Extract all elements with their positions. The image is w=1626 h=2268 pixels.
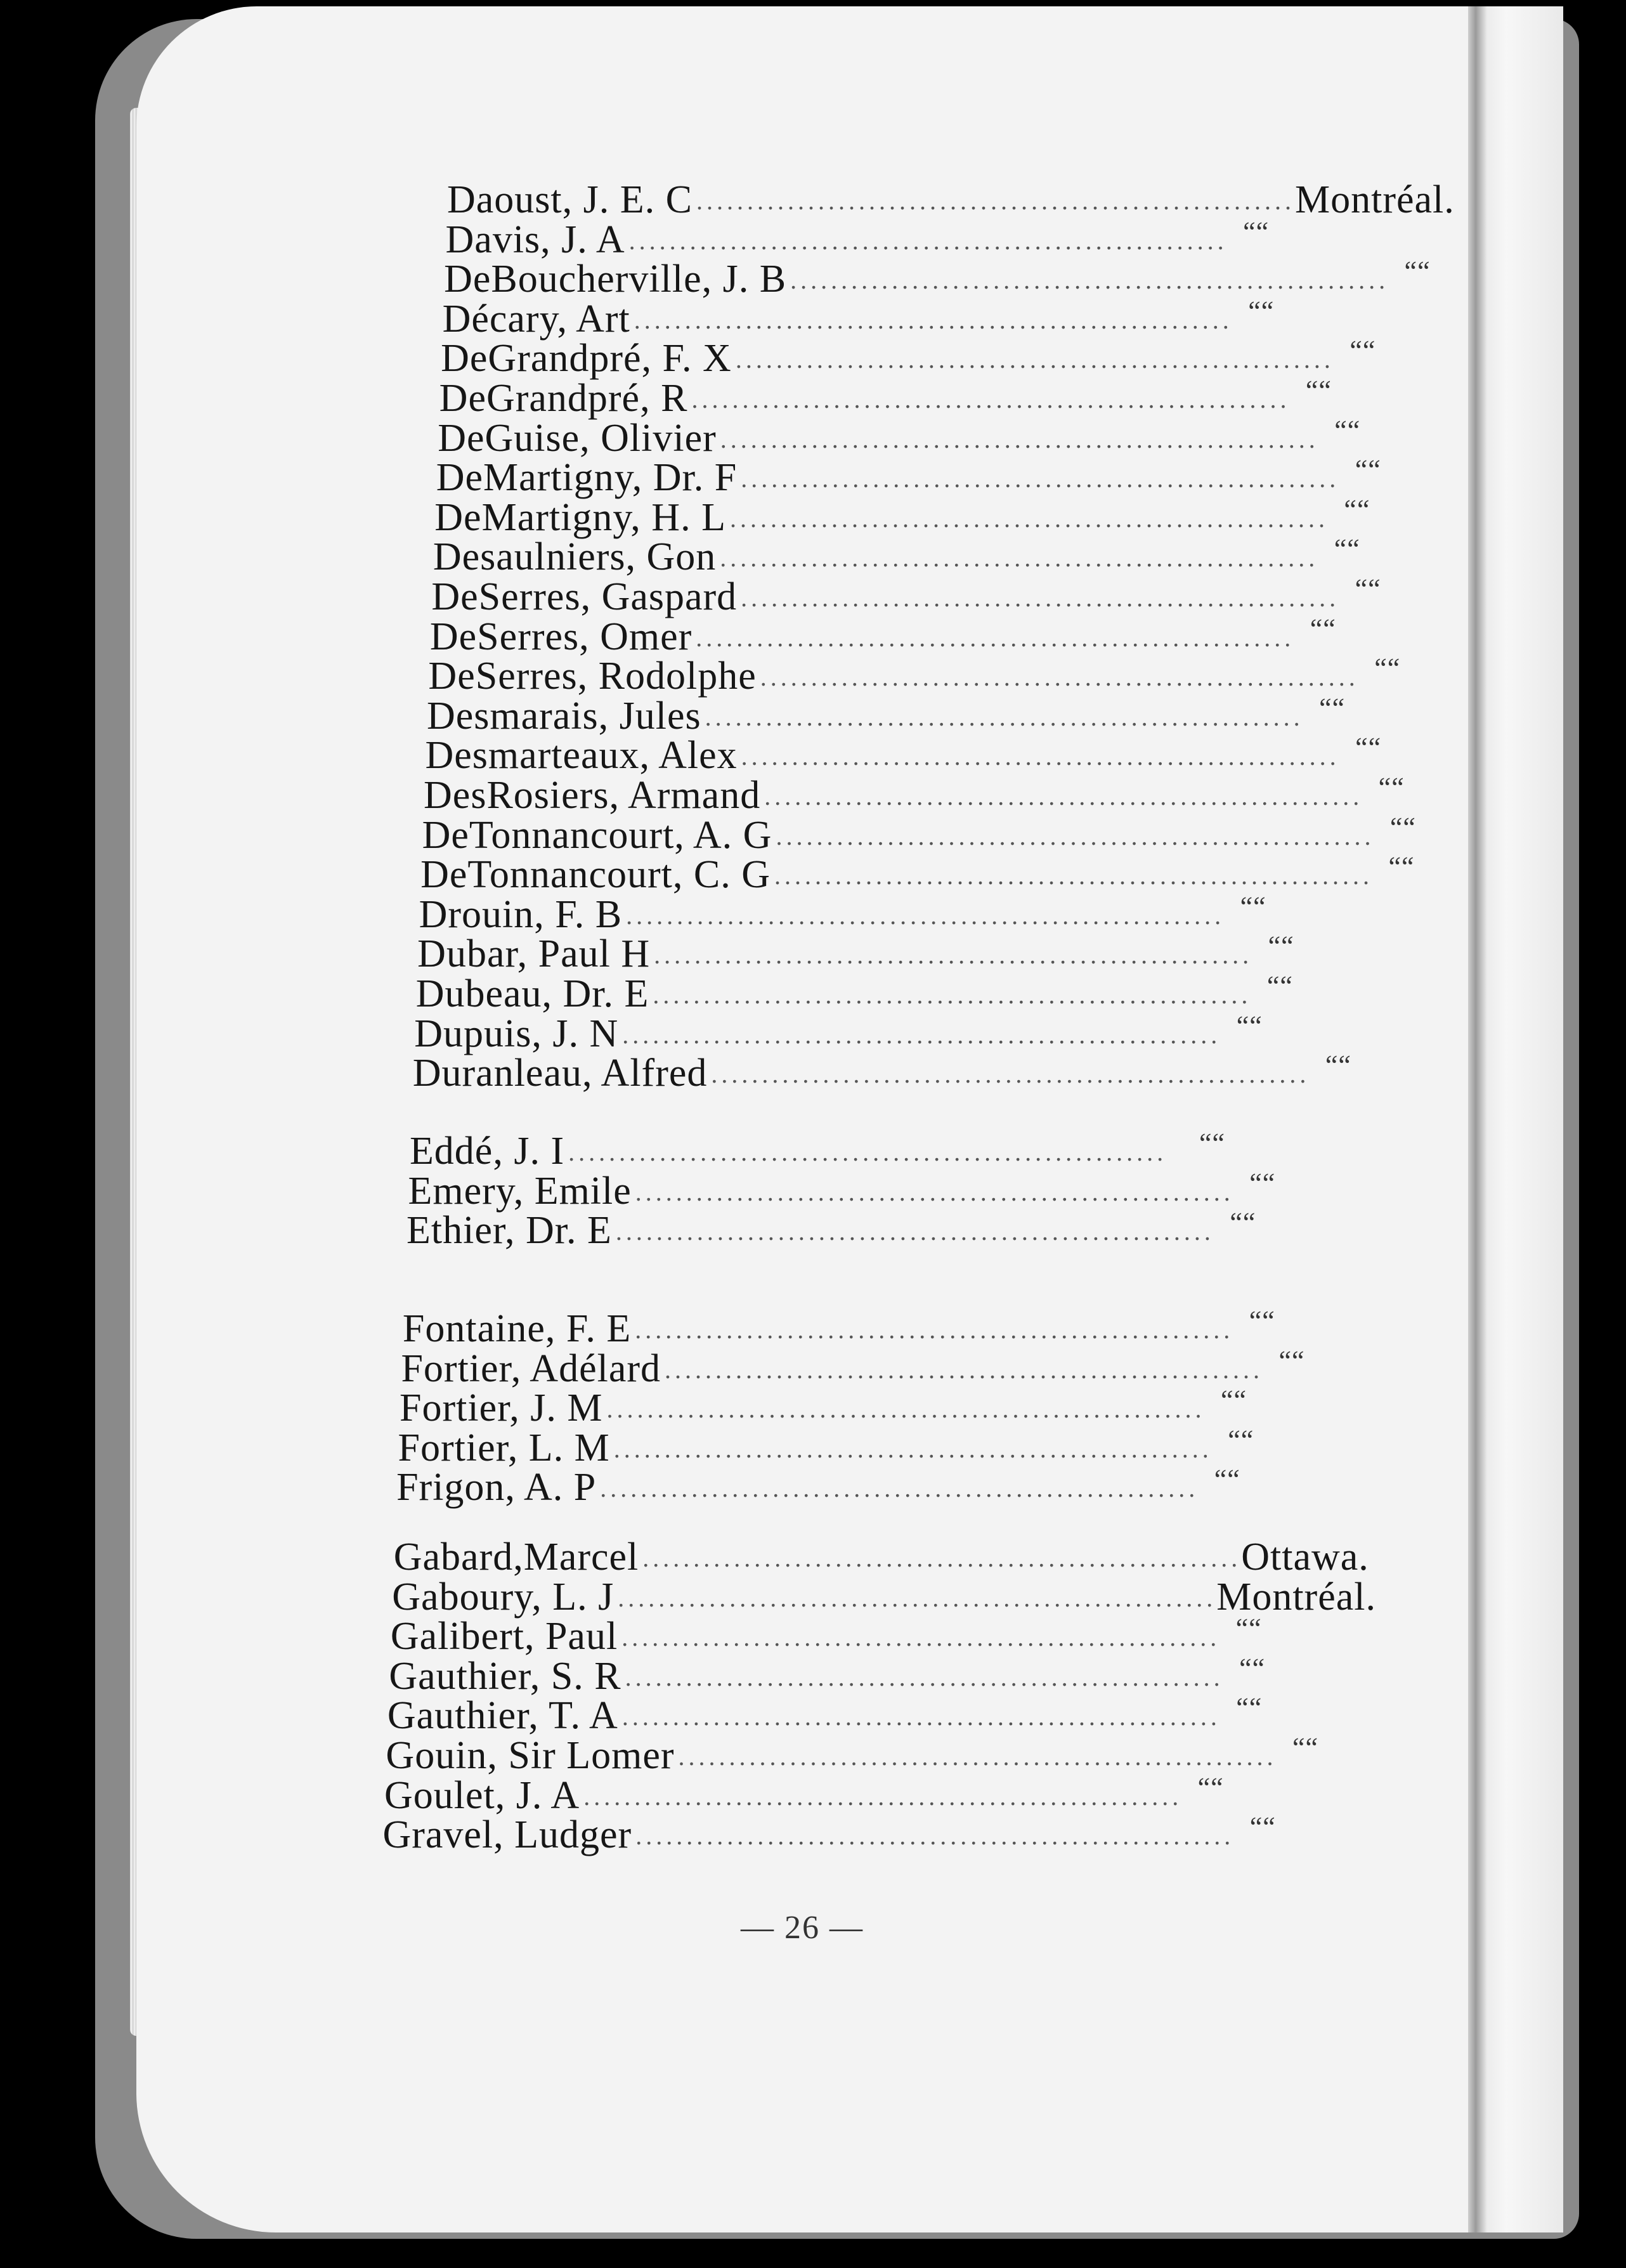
directory-entry [442, 295, 1275, 341]
entry-name: DeGrandpré, R [439, 377, 688, 420]
dot-leader: ........................................................... [634, 305, 1233, 334]
entry-name: Gauthier, S. R [389, 1654, 621, 1698]
dot-leader: ........................................................... [696, 186, 1295, 215]
entry-place: ““ [1344, 493, 1370, 525]
entry-place: ““ [1268, 930, 1294, 962]
entry-place: ““ [1197, 1771, 1224, 1803]
entry-place: ““ [1404, 256, 1431, 287]
entry-place: ““ [1310, 613, 1336, 644]
directory-entry [398, 1424, 1254, 1470]
entry-place: ““ [1374, 653, 1401, 684]
entry-name: Eddé, J. I [409, 1130, 565, 1173]
entry-name: Davis, J. A [445, 218, 625, 261]
entry-place: ““ [1199, 1128, 1226, 1159]
dot-leader: ........................................................... [653, 981, 1252, 1009]
entry-name: Gravel, Ludger [382, 1813, 632, 1857]
entry-name: Frigon, A. P [396, 1466, 597, 1509]
directory-entry [399, 1385, 1247, 1430]
entry-name: DeBoucherville, J. B [444, 257, 787, 301]
entry-place: ““ [1355, 573, 1381, 604]
entry-place: ““ [1249, 1167, 1276, 1199]
dot-leader: ........................................................... [618, 1583, 1217, 1612]
entry-place: ““ [1334, 533, 1360, 565]
directory-entry [433, 533, 1360, 579]
entry-name: Gaboury, L. J [392, 1575, 615, 1619]
entry-name: DeSerres, Rodolphe [428, 655, 757, 698]
directory-entry [420, 851, 1415, 897]
entry-place: ““ [1214, 1464, 1240, 1496]
directory-entry [438, 414, 1361, 460]
directory-entry [429, 613, 1336, 658]
dot-leader: ........................................................... [790, 266, 1389, 295]
entry-name: DesRosiers, Armand [424, 774, 761, 817]
directory-entry [417, 930, 1294, 976]
entry-name: Gauthier, T. A [387, 1694, 618, 1738]
entry-name: DeTonnancourt, C. G [420, 853, 771, 897]
dot-leader: ........................................................... [741, 742, 1340, 771]
dot-leader: ........................................................... [635, 1315, 1234, 1344]
entry-place: ““ [1350, 335, 1376, 367]
dot-leader: ........................................................... [613, 1434, 1213, 1463]
dot-leader: ........................................................... [615, 1217, 1214, 1246]
entry-place: ““ [1378, 772, 1405, 803]
dot-leader: ........................................................... [606, 1395, 1206, 1424]
dot-leader: ........................................................... [776, 821, 1375, 850]
directory-entry [414, 1010, 1263, 1055]
entry-name: DeTonnancourt, A. G [422, 813, 772, 857]
entry-name: DeSerres, Omer [429, 615, 693, 658]
dot-leader: ........................................................... [654, 941, 1253, 970]
entry-name: Drouin, F. B [419, 892, 623, 936]
directory-entry [426, 692, 1346, 738]
directory-entry [431, 573, 1381, 618]
dot-leader: ........................................................... [764, 782, 1363, 811]
entry-place: ““ [1235, 1613, 1262, 1645]
dot-leader: ........................................................... [741, 583, 1340, 612]
entry-name: DeGuise, Olivier [438, 416, 717, 460]
directory-entry [447, 178, 1455, 221]
entry-place: ““ [1334, 414, 1361, 446]
dot-leader: ........................................................... [678, 1742, 1277, 1771]
directory-entry [439, 375, 1332, 420]
dot-leader: ........................................................... [691, 385, 1291, 414]
entry-name: DeSerres, Gaspard [431, 575, 738, 618]
dot-leader: ........................................................... [621, 1623, 1221, 1652]
directory-entry [402, 1305, 1275, 1350]
entry-name: Goulet, J. A [384, 1773, 580, 1817]
entry-place: ““ [1243, 216, 1270, 247]
directory-entry [419, 890, 1266, 936]
dot-leader: ........................................................... [621, 1702, 1221, 1731]
entry-name: Fortier, J. M [399, 1386, 603, 1430]
entry-place: ““ [1248, 295, 1275, 327]
dot-leader: ........................................................... [664, 1355, 1263, 1384]
entry-name: Gouin, Sir Lomer [386, 1734, 675, 1777]
dot-leader: ........................................................... [720, 544, 1319, 573]
entry-place: ““ [1389, 811, 1416, 843]
entry-name: Desmarais, Jules [426, 694, 701, 738]
dot-leader: ........................................................... [774, 861, 1373, 890]
dot-leader: ........................................................... [741, 464, 1340, 493]
entry-name: Fontaine, F. E [402, 1307, 632, 1350]
entry-place: ““ [1355, 732, 1382, 764]
dot-leader: ........................................................... [600, 1474, 1199, 1503]
directory-entry [389, 1652, 1266, 1698]
entry-place: Montréal. [1216, 1575, 1376, 1619]
dot-leader: ........................................................... [635, 1822, 1235, 1851]
directory-entry [436, 454, 1381, 500]
directory-entry [382, 1811, 1276, 1857]
directory-entry [409, 1128, 1241, 1173]
entry-place: ““ [1230, 1207, 1256, 1239]
entry-name: Emery, Emile [408, 1169, 632, 1213]
directory-entry [444, 256, 1431, 301]
entry-place: Montréal. [1295, 178, 1455, 221]
entry-place: ““ [1249, 1811, 1276, 1843]
directory-entry [428, 653, 1401, 698]
dot-leader: ........................................................... [568, 1138, 1167, 1166]
directory-entry [445, 216, 1273, 261]
entry-place: ““ [1239, 1652, 1266, 1684]
directory-entry [396, 1464, 1240, 1509]
dot-leader: ........................................................... [625, 1662, 1224, 1691]
entry-place: ““ [1240, 890, 1266, 922]
entry-place: ““ [1355, 454, 1381, 486]
entry-place: ““ [1228, 1424, 1254, 1456]
entry-place: ““ [1249, 1305, 1275, 1336]
directory-entry [384, 1771, 1224, 1817]
dot-leader: ........................................................... [705, 702, 1304, 731]
entry-name: DeMartigny, H. L [434, 495, 726, 539]
directory-entry [386, 1732, 1319, 1777]
dot-leader: ........................................................... [735, 345, 1334, 374]
directory-entry [390, 1613, 1262, 1659]
directory-entry [415, 970, 1293, 1015]
entry-name: Dupuis, J. N [414, 1012, 619, 1055]
entry-name: Desmarteaux, Alex [425, 734, 738, 778]
directory-entry [441, 335, 1376, 381]
dot-leader: ........................................................... [622, 1020, 1221, 1049]
directory-entry [412, 1050, 1351, 1095]
dot-leader: ........................................................... [760, 663, 1359, 692]
entry-name: DeMartigny, Dr. F [436, 456, 738, 500]
dot-leader: ........................................................... [583, 1782, 1183, 1811]
entry-place: Ottawa. [1241, 1535, 1369, 1579]
entry-place: ““ [1305, 375, 1332, 406]
directory-entry [393, 1535, 1369, 1579]
entry-place: ““ [1236, 1010, 1263, 1041]
entry-name: Décary, Art [442, 297, 630, 341]
entry-name: Fortier, L. M [398, 1426, 610, 1470]
entry-place: ““ [1266, 970, 1293, 1001]
entry-place: ““ [1319, 692, 1346, 724]
entry-name: Dubeau, Dr. E [415, 972, 649, 1015]
directory-entry [408, 1167, 1276, 1213]
directory-entry [387, 1692, 1263, 1738]
entry-place: ““ [1292, 1732, 1319, 1763]
entry-name: Galibert, Paul [390, 1615, 618, 1659]
entry-name: DeGrandpré, F. X [441, 337, 732, 381]
entry-name: Gabard,Marcel [393, 1535, 639, 1579]
directory-entry [422, 811, 1416, 857]
dot-leader: ........................................................... [642, 1544, 1242, 1572]
dot-leader: ........................................................... [626, 901, 1225, 930]
entry-name: Ethier, Dr. E [406, 1209, 612, 1253]
entry-place: ““ [1388, 851, 1415, 883]
directory-entry [406, 1207, 1256, 1253]
dot-leader: ........................................................... [711, 1060, 1310, 1089]
directory-entry [425, 732, 1382, 778]
entry-place: ““ [1325, 1050, 1351, 1081]
dot-leader: ........................................................... [720, 424, 1319, 453]
entry-name: Fortier, Adélard [401, 1346, 661, 1390]
entry-place: ““ [1236, 1692, 1263, 1724]
directory-entry [392, 1575, 1376, 1619]
entry-name: Dubar, Paul H [417, 932, 651, 976]
directory-entry [424, 772, 1405, 817]
directory-entry [401, 1345, 1305, 1390]
entry-name: Desaulniers, Gon [433, 535, 717, 579]
dot-leader: ........................................................... [628, 226, 1228, 255]
entry-name: Duranleau, Alfred [412, 1052, 708, 1095]
entry-place: ““ [1278, 1345, 1305, 1376]
directory-entry [434, 493, 1370, 539]
dot-leader: ........................................................... [635, 1177, 1234, 1206]
page-number: — 26 — [741, 1910, 864, 1946]
entry-name: Daoust, J. E. C [447, 178, 693, 221]
dot-leader: ........................................................... [696, 623, 1295, 652]
entry-place: ““ [1220, 1385, 1247, 1416]
dot-leader: ........................................................... [729, 504, 1329, 533]
